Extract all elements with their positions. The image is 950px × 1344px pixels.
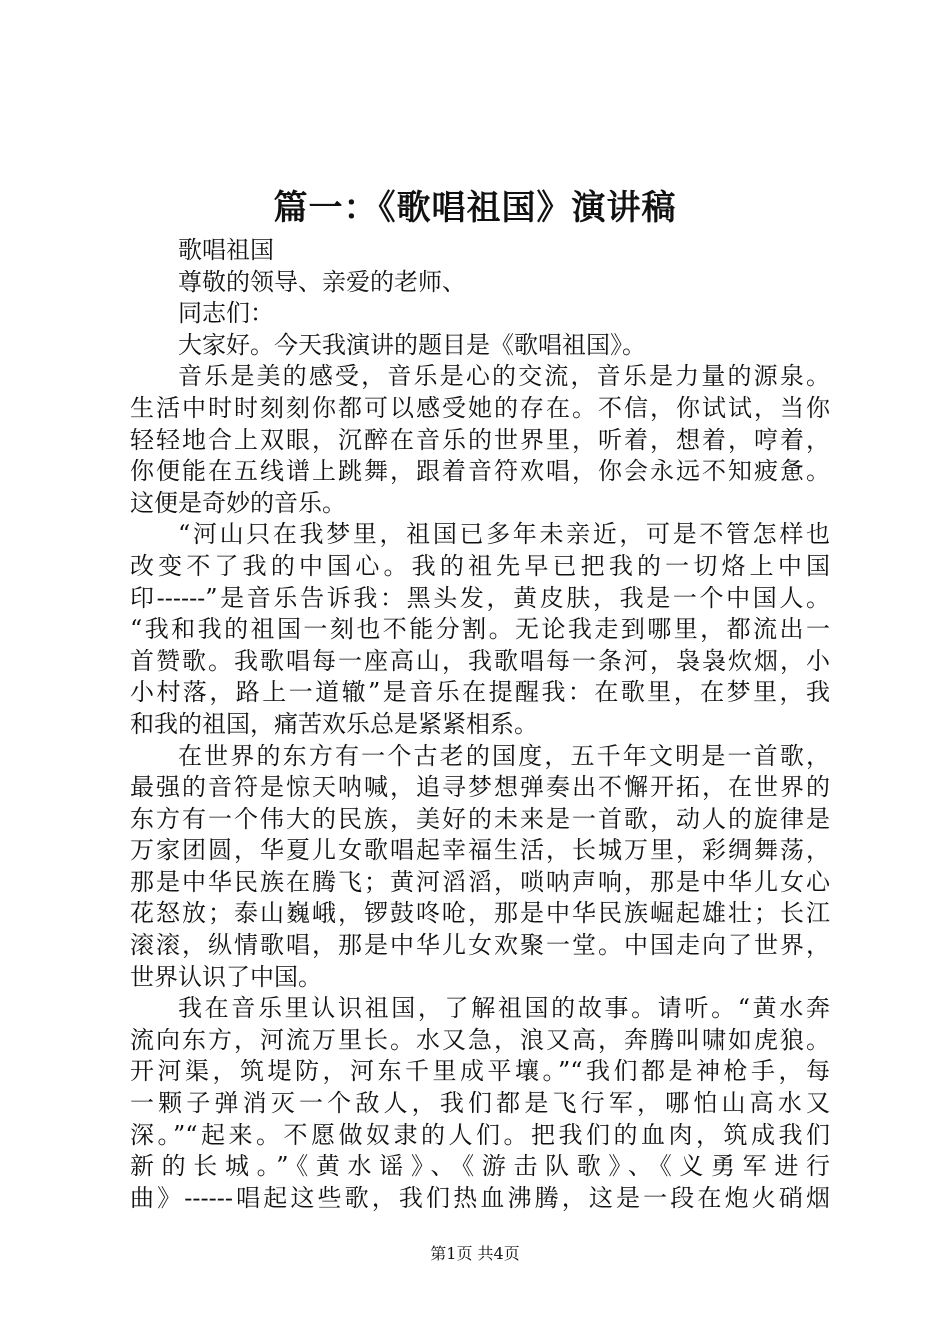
text-line: 我在音乐里认识祖国，了解祖国的故事。请听。“黄水奔 bbox=[178, 994, 830, 1023]
text-line: 最强的音符是惊天呐喊，追寻梦想弹奏出不懈开拓，在世界的 bbox=[130, 773, 830, 802]
text-line: 世界认识了中国。 bbox=[130, 962, 322, 991]
page-footer: 第1页 共4页 bbox=[430, 1244, 520, 1263]
text-line: 和我的祖国，痛苦欢乐总是紧紧相系。 bbox=[130, 709, 538, 738]
text-line: 轻轻地合上双眼，沉醉在音乐的世界里，听着，想着，哼着， bbox=[130, 425, 830, 454]
text-line: 流向东方，河流万里长。水又急，浪又高，奔腾叫啸如虎狼。 bbox=[130, 1025, 830, 1054]
text-line: 新的长城。”《黄水谣》、《游击队歌》、《义勇军进行 bbox=[130, 1152, 830, 1181]
text-line: 那是中华民族在腾飞；黄河滔滔，唢呐声响，那是中华儿女心 bbox=[130, 867, 830, 896]
text-line: 在世界的东方有一个古老的国度，五千年文明是一首歌， bbox=[178, 741, 830, 770]
text-line: 印------”是音乐告诉我：黑头发，黄皮肤，我是一个中国人。 bbox=[130, 583, 830, 612]
document-title: 篇一：《歌唱祖国》演讲稿 bbox=[273, 188, 677, 228]
text-line: 东方有一个伟大的民族，美好的未来是一首歌，动人的旋律是 bbox=[130, 804, 830, 833]
text-line: 这便是奇妙的音乐。 bbox=[130, 488, 346, 517]
text-line: 音乐是美的感受，音乐是心的交流，音乐是力量的源泉。 bbox=[178, 362, 830, 391]
text-line: 你便能在五线谱上跳舞，跟着音符欢唱，你会永远不知疲惫。 bbox=[130, 457, 830, 486]
text-line: 尊敬的领导、亲爱的老师、 bbox=[178, 267, 466, 296]
text-line: 歌唱祖国 bbox=[178, 236, 274, 264]
text-line: 滚滚，纵情歌唱，那是中华儿女欢聚一堂。中国走向了世界， bbox=[130, 931, 830, 960]
text-line: “河山只在我梦里，祖国已多年未亲近，可是不管怎样也 bbox=[178, 520, 830, 549]
text-line: 曲》------唱起这些歌，我们热血沸腾，这是一段在炮火硝烟 bbox=[130, 1183, 830, 1212]
text-line: 生活中时时刻刻你都可以感受她的存在。不信，你试试，当你 bbox=[130, 393, 830, 422]
text-line: 花怒放；泰山巍峨，锣鼓咚呛，那是中华民族崛起雄壮；长江 bbox=[130, 899, 830, 928]
text-line: “我和我的祖国一刻也不能分割。无论我走到哪里，都流出一 bbox=[130, 615, 830, 644]
text-line: 万家团圆，华夏儿女歌唱起幸福生活，长城万里，彩绸舞荡， bbox=[130, 836, 830, 865]
text-line: 首赞歌。我歌唱每一座高山，我歌唱每一条河，袅袅炊烟，小 bbox=[130, 646, 830, 675]
document-body bbox=[130, 235, 830, 1214]
text-line: 大家好。今天我演讲的题目是《歌唱祖国》。 bbox=[178, 330, 646, 359]
text-line: 一颗子弹消灭一个敌人，我们都是飞行军，哪怕山高水又 bbox=[130, 1089, 830, 1118]
text-line: 深。”“起来。不愿做奴隶的人们。把我们的血肉，筑成我们 bbox=[130, 1120, 830, 1149]
text-line: 小村落，路上一道辙”是音乐在提醒我：在歌里，在梦里，我 bbox=[130, 678, 830, 707]
text-line: 改变不了我的中国心。我的祖先早已把我的一切烙上中国 bbox=[130, 551, 830, 580]
text-line: 同志们： bbox=[178, 299, 274, 328]
text-line: 开河渠，筑堤防，河东千里成平壤。”“我们都是神枪手，每 bbox=[130, 1057, 830, 1086]
